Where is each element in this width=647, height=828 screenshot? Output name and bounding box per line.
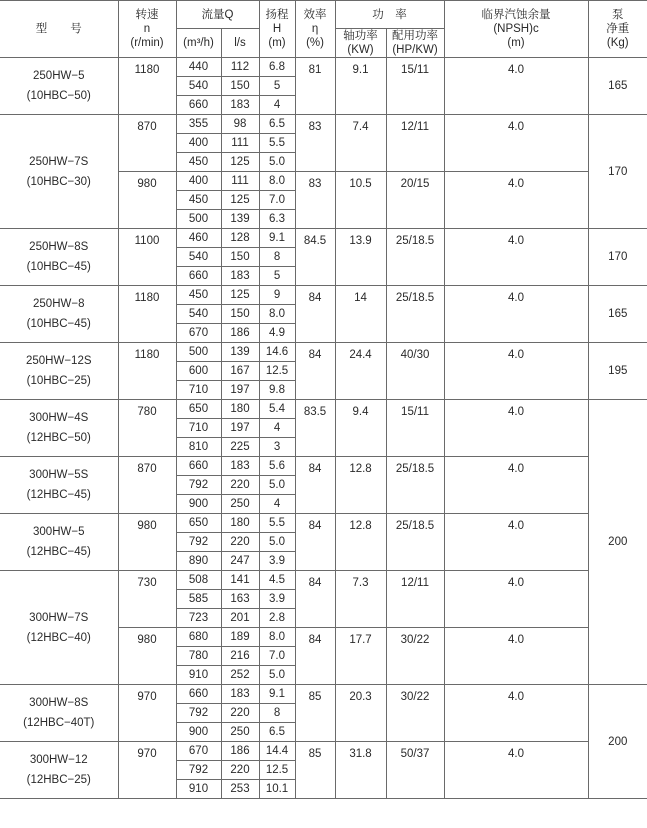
model-name: 300HW−8S xyxy=(29,697,89,709)
header-power-label: 功 率 xyxy=(372,8,407,21)
flow-ls-cell: 98 xyxy=(221,115,259,134)
flow-m3h-cell: 900 xyxy=(176,723,221,742)
head-cell: 4 xyxy=(259,495,295,514)
model-code: (10HBC−25) xyxy=(26,375,91,387)
matched-power-cell: 30/22 xyxy=(386,628,444,685)
npsh-cell: 4.0 xyxy=(444,571,588,628)
head-cell: 9.1 xyxy=(259,229,295,248)
model-name: 250HW−8 xyxy=(33,298,85,310)
weight-cell: 165 xyxy=(588,58,647,115)
speed-cell: 1180 xyxy=(118,286,176,343)
model-name: 300HW−4S xyxy=(29,412,89,424)
flow-m3h-cell: 540 xyxy=(176,305,221,324)
flow-ls-cell: 111 xyxy=(221,134,259,153)
header-weight-unit: (Kg) xyxy=(606,37,629,49)
matched-power-cell: 12/11 xyxy=(386,115,444,172)
head-cell: 3.9 xyxy=(259,552,295,571)
header-npsh-symbol: (NPSH)c xyxy=(493,23,539,35)
flow-m3h-cell: 900 xyxy=(176,495,221,514)
model-cell xyxy=(0,115,118,229)
speed-cell: 870 xyxy=(118,115,176,172)
header-weight-label-1: 泵 xyxy=(612,9,624,21)
head-cell: 5.0 xyxy=(259,476,295,495)
shaft-power-cell: 12.8 xyxy=(335,457,386,514)
model-code: (12HBC−50) xyxy=(26,432,91,444)
model-cell xyxy=(0,742,118,799)
npsh-cell: 4.0 xyxy=(444,172,588,229)
model-cell xyxy=(0,343,118,400)
flow-m3h-cell: 450 xyxy=(176,286,221,305)
flow-m3h-cell: 585 xyxy=(176,590,221,609)
head-cell: 6.8 xyxy=(259,58,295,77)
flow-m3h-cell: 660 xyxy=(176,267,221,286)
table-row xyxy=(0,571,647,590)
speed-cell: 980 xyxy=(118,514,176,571)
head-cell: 7.0 xyxy=(259,647,295,666)
head-cell: 8.0 xyxy=(259,305,295,324)
flow-ls-cell: 167 xyxy=(221,362,259,381)
flow-ls-cell: 125 xyxy=(221,286,259,305)
speed-cell: 970 xyxy=(118,685,176,742)
model-name: 300HW−5 xyxy=(33,526,85,538)
flow-m3h-cell: 650 xyxy=(176,514,221,533)
head-cell: 4 xyxy=(259,419,295,438)
flow-m3h-cell: 400 xyxy=(176,134,221,153)
flow-ls-cell: 253 xyxy=(221,780,259,799)
npsh-cell: 4.0 xyxy=(444,58,588,115)
matched-power-cell: 15/11 xyxy=(386,400,444,457)
npsh-cell: 4.0 xyxy=(444,628,588,685)
flow-ls-cell: 189 xyxy=(221,628,259,647)
head-cell: 6.3 xyxy=(259,210,295,229)
flow-m3h-cell: 600 xyxy=(176,362,221,381)
flow-ls-cell: 139 xyxy=(221,210,259,229)
model-name: 300HW−7S xyxy=(29,611,89,624)
model-cell xyxy=(0,514,118,571)
shaft-power-cell: 31.8 xyxy=(335,742,386,799)
speed-cell: 1180 xyxy=(118,343,176,400)
head-cell: 14.4 xyxy=(259,742,295,761)
flow-m3h-cell: 890 xyxy=(176,552,221,571)
flow-ls-cell: 150 xyxy=(221,305,259,324)
header-speed-unit: (r/min) xyxy=(130,37,164,49)
speed-cell: 980 xyxy=(118,628,176,685)
shaft-power-cell: 17.7 xyxy=(335,628,386,685)
flow-ls-cell: 225 xyxy=(221,438,259,457)
header-flow-ls-label: l/s xyxy=(234,37,246,49)
table-row xyxy=(0,457,647,476)
flow-ls-cell: 180 xyxy=(221,514,259,533)
flow-ls-cell: 150 xyxy=(221,248,259,267)
flow-m3h-cell: 723 xyxy=(176,609,221,628)
matched-power-cell: 25/18.5 xyxy=(386,514,444,571)
header-flow-label: 流量Q xyxy=(201,8,234,21)
header-shaft-power-label: 轴功率 xyxy=(343,30,378,42)
flow-ls-cell: 197 xyxy=(221,419,259,438)
npsh-cell: 4.0 xyxy=(444,115,588,172)
header-flow-m3h xyxy=(176,29,221,58)
speed-cell: 780 xyxy=(118,400,176,457)
head-cell: 4.9 xyxy=(259,324,295,343)
model-code: (12HBC−45) xyxy=(26,546,91,558)
matched-power-cell: 40/30 xyxy=(386,343,444,400)
flow-ls-cell: 220 xyxy=(221,704,259,723)
model-code: (12HBC−40) xyxy=(26,631,91,644)
flow-ls-cell: 180 xyxy=(221,400,259,419)
flow-ls-cell: 128 xyxy=(221,229,259,248)
shaft-power-cell: 12.8 xyxy=(335,514,386,571)
header-head-symbol: H xyxy=(272,23,282,35)
matched-power-cell: 12/11 xyxy=(386,571,444,628)
head-cell: 2.8 xyxy=(259,609,295,628)
head-cell: 10.1 xyxy=(259,780,295,799)
shaft-power-cell: 13.9 xyxy=(335,229,386,286)
model-cell xyxy=(0,58,118,115)
flow-m3h-cell: 670 xyxy=(176,324,221,343)
header-model xyxy=(0,1,118,58)
head-cell: 5.6 xyxy=(259,457,295,476)
model-cell xyxy=(0,457,118,514)
speed-cell: 730 xyxy=(118,571,176,628)
table-row xyxy=(0,229,647,248)
table-row xyxy=(0,685,647,704)
flow-ls-cell: 183 xyxy=(221,267,259,286)
npsh-cell: 4.0 xyxy=(444,229,588,286)
header-power xyxy=(335,1,444,29)
head-cell: 12.5 xyxy=(259,761,295,780)
efficiency-cell: 84 xyxy=(295,628,335,685)
flow-ls-cell: 220 xyxy=(221,533,259,552)
flow-ls-cell: 112 xyxy=(221,58,259,77)
table-row xyxy=(0,514,647,533)
speed-cell: 980 xyxy=(118,172,176,229)
model-name: 300HW−12 xyxy=(29,754,88,766)
head-cell: 3 xyxy=(259,438,295,457)
header-efficiency-unit: (%) xyxy=(306,37,324,49)
flow-ls-cell: 247 xyxy=(221,552,259,571)
table-row xyxy=(0,58,647,77)
npsh-cell: 4.0 xyxy=(444,400,588,457)
flow-m3h-cell: 792 xyxy=(176,704,221,723)
efficiency-cell: 84 xyxy=(295,457,335,514)
head-cell: 4 xyxy=(259,96,295,115)
npsh-cell: 4.0 xyxy=(444,685,588,742)
matched-power-cell: 25/18.5 xyxy=(386,229,444,286)
flow-ls-cell: 139 xyxy=(221,343,259,362)
model-name: 250HW−12S xyxy=(25,355,92,367)
model-code: (10HBC−30) xyxy=(26,175,91,188)
head-cell: 8.0 xyxy=(259,172,295,191)
head-cell: 5.5 xyxy=(259,514,295,533)
model-code: (12HBC−25) xyxy=(26,774,91,786)
model-cell xyxy=(0,400,118,457)
weight-cell: 200 xyxy=(588,400,647,685)
head-cell: 5.5 xyxy=(259,134,295,153)
model-cell xyxy=(0,685,118,742)
model-cell xyxy=(0,229,118,286)
efficiency-cell: 81 xyxy=(295,58,335,115)
table-row xyxy=(0,115,647,134)
head-cell: 5 xyxy=(259,267,295,286)
weight-cell: 170 xyxy=(588,115,647,229)
flow-ls-cell: 183 xyxy=(221,457,259,476)
head-cell: 8 xyxy=(259,704,295,723)
header-head-label: 扬程 xyxy=(265,9,289,21)
flow-m3h-cell: 710 xyxy=(176,381,221,400)
flow-m3h-cell: 440 xyxy=(176,58,221,77)
efficiency-cell: 84 xyxy=(295,571,335,628)
head-cell: 12.5 xyxy=(259,362,295,381)
model-name: 250HW−7S xyxy=(29,155,89,168)
efficiency-cell: 84.5 xyxy=(295,229,335,286)
efficiency-cell: 83.5 xyxy=(295,400,335,457)
flow-m3h-cell: 660 xyxy=(176,685,221,704)
npsh-cell: 4.0 xyxy=(444,286,588,343)
flow-m3h-cell: 450 xyxy=(176,191,221,210)
flow-m3h-cell: 508 xyxy=(176,571,221,590)
header-npsh xyxy=(444,1,588,58)
model-name: 250HW−5 xyxy=(33,70,85,82)
flow-m3h-cell: 792 xyxy=(176,533,221,552)
efficiency-cell: 83 xyxy=(295,172,335,229)
flow-ls-cell: 163 xyxy=(221,590,259,609)
header-matched-power-unit: (HP/KW) xyxy=(392,44,438,56)
matched-power-cell: 25/18.5 xyxy=(386,286,444,343)
header-matched-power-label: 配用功率 xyxy=(392,30,439,42)
flow-m3h-cell: 910 xyxy=(176,780,221,799)
header-speed-label: 转速 xyxy=(135,9,159,21)
head-cell: 5.4 xyxy=(259,400,295,419)
flow-m3h-cell: 450 xyxy=(176,153,221,172)
speed-cell: 870 xyxy=(118,457,176,514)
head-cell: 14.6 xyxy=(259,343,295,362)
flow-ls-cell: 183 xyxy=(221,685,259,704)
flow-m3h-cell: 810 xyxy=(176,438,221,457)
head-cell: 6.5 xyxy=(259,723,295,742)
header-shaft-power xyxy=(335,29,386,58)
shaft-power-cell: 7.4 xyxy=(335,115,386,172)
matched-power-cell: 20/15 xyxy=(386,172,444,229)
model-cell xyxy=(0,286,118,343)
model-name: 250HW−8S xyxy=(29,241,89,253)
weight-cell: 165 xyxy=(588,286,647,343)
shaft-power-cell: 14 xyxy=(335,286,386,343)
flow-m3h-cell: 650 xyxy=(176,400,221,419)
efficiency-cell: 83 xyxy=(295,115,335,172)
matched-power-cell: 25/18.5 xyxy=(386,457,444,514)
matched-power-cell: 50/37 xyxy=(386,742,444,799)
flow-m3h-cell: 460 xyxy=(176,229,221,248)
head-cell: 3.9 xyxy=(259,590,295,609)
header-flow-ls xyxy=(221,29,259,58)
flow-ls-cell: 201 xyxy=(221,609,259,628)
header-speed-symbol: n xyxy=(143,23,151,35)
flow-ls-cell: 141 xyxy=(221,571,259,590)
flow-m3h-cell: 710 xyxy=(176,419,221,438)
efficiency-cell: 84 xyxy=(295,286,335,343)
efficiency-cell: 85 xyxy=(295,685,335,742)
flow-m3h-cell: 400 xyxy=(176,172,221,191)
head-cell: 8.0 xyxy=(259,628,295,647)
shaft-power-cell: 24.4 xyxy=(335,343,386,400)
speed-cell: 1180 xyxy=(118,58,176,115)
flow-ls-cell: 250 xyxy=(221,495,259,514)
header-flow-m3h-label: (m³/h) xyxy=(183,37,214,49)
shaft-power-cell: 7.3 xyxy=(335,571,386,628)
flow-ls-cell: 150 xyxy=(221,77,259,96)
model-code: (12HBC−40T) xyxy=(23,717,95,729)
flow-m3h-cell: 660 xyxy=(176,96,221,115)
flow-m3h-cell: 355 xyxy=(176,115,221,134)
npsh-cell: 4.0 xyxy=(444,457,588,514)
flow-m3h-cell: 680 xyxy=(176,628,221,647)
head-cell: 9.8 xyxy=(259,381,295,400)
flow-ls-cell: 220 xyxy=(221,476,259,495)
table-row xyxy=(0,742,647,761)
header-efficiency xyxy=(295,1,335,58)
header-efficiency-label: 效率 xyxy=(303,9,327,21)
npsh-cell: 4.0 xyxy=(444,742,588,799)
npsh-cell: 4.0 xyxy=(444,514,588,571)
head-cell: 5 xyxy=(259,77,295,96)
header-npsh-label: 临界汽蚀余量 xyxy=(481,9,551,21)
flow-m3h-cell: 500 xyxy=(176,210,221,229)
head-cell: 5.0 xyxy=(259,153,295,172)
flow-m3h-cell: 540 xyxy=(176,248,221,267)
flow-ls-cell: 220 xyxy=(221,761,259,780)
shaft-power-cell: 9.1 xyxy=(335,58,386,115)
table-row xyxy=(0,286,647,305)
flow-ls-cell: 125 xyxy=(221,191,259,210)
header-weight xyxy=(588,1,647,58)
header-model-label: 型 号 xyxy=(35,23,82,35)
header-npsh-unit: (m) xyxy=(507,37,525,49)
npsh-cell: 4.0 xyxy=(444,343,588,400)
matched-power-cell: 15/11 xyxy=(386,58,444,115)
shaft-power-cell: 20.3 xyxy=(335,685,386,742)
flow-ls-cell: 197 xyxy=(221,381,259,400)
matched-power-cell: 30/22 xyxy=(386,685,444,742)
flow-ls-cell: 183 xyxy=(221,96,259,115)
weight-cell: 195 xyxy=(588,343,647,400)
head-cell: 6.5 xyxy=(259,115,295,134)
flow-m3h-cell: 792 xyxy=(176,476,221,495)
model-code: (10HBC−45) xyxy=(26,318,91,330)
flow-m3h-cell: 780 xyxy=(176,647,221,666)
header-speed xyxy=(118,1,176,58)
head-cell: 7.0 xyxy=(259,191,295,210)
flow-m3h-cell: 660 xyxy=(176,457,221,476)
shaft-power-cell: 10.5 xyxy=(335,172,386,229)
flow-ls-cell: 216 xyxy=(221,647,259,666)
header-shaft-power-unit: (KW) xyxy=(347,44,374,56)
head-cell: 5.0 xyxy=(259,533,295,552)
header-matched-power xyxy=(386,29,444,58)
flow-m3h-cell: 792 xyxy=(176,761,221,780)
efficiency-cell: 84 xyxy=(295,514,335,571)
shaft-power-cell: 9.4 xyxy=(335,400,386,457)
head-cell: 8 xyxy=(259,248,295,267)
header-efficiency-symbol: η xyxy=(311,23,319,35)
header-head xyxy=(259,1,295,58)
header-head-unit: (m) xyxy=(268,37,286,49)
flow-m3h-cell: 540 xyxy=(176,77,221,96)
speed-cell: 1100 xyxy=(118,229,176,286)
table-row xyxy=(0,400,647,419)
weight-cell: 170 xyxy=(588,229,647,286)
efficiency-cell: 85 xyxy=(295,742,335,799)
table-row xyxy=(0,343,647,362)
model-name: 300HW−5S xyxy=(29,469,89,481)
model-cell xyxy=(0,571,118,685)
head-cell: 9 xyxy=(259,286,295,305)
efficiency-cell: 84 xyxy=(295,343,335,400)
flow-m3h-cell: 670 xyxy=(176,742,221,761)
speed-cell: 970 xyxy=(118,742,176,799)
table-body xyxy=(0,58,647,799)
flow-ls-cell: 111 xyxy=(221,172,259,191)
head-cell: 9.1 xyxy=(259,685,295,704)
head-cell: 5.0 xyxy=(259,666,295,685)
weight-cell: 200 xyxy=(588,685,647,799)
model-code: (10HBC−45) xyxy=(26,261,91,273)
flow-ls-cell: 125 xyxy=(221,153,259,172)
flow-ls-cell: 252 xyxy=(221,666,259,685)
flow-ls-cell: 186 xyxy=(221,324,259,343)
header-weight-label-2: 净重 xyxy=(606,23,630,35)
model-code: (12HBC−45) xyxy=(26,489,91,501)
flow-ls-cell: 250 xyxy=(221,723,259,742)
header-flow xyxy=(176,1,259,29)
flow-m3h-cell: 910 xyxy=(176,666,221,685)
head-cell: 4.5 xyxy=(259,571,295,590)
flow-ls-cell: 186 xyxy=(221,742,259,761)
flow-m3h-cell: 500 xyxy=(176,343,221,362)
model-code: (10HBC−50) xyxy=(26,90,91,102)
